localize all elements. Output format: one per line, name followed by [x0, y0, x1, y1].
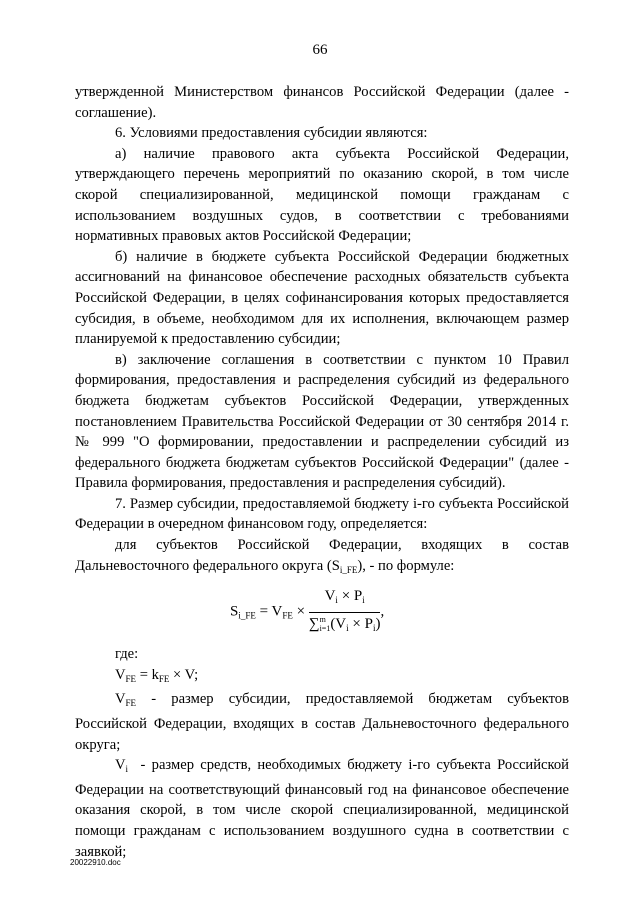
vfe-definition-text: - размер субсидии, предоставляемой бюджетам субъектов Российской Федерации, входящих в состав Дальневосточного федерального округа; [75, 691, 569, 753]
formula-vfe [75, 665, 569, 690]
paragraph-item-v: в) заключение соглашения в соответствии с пунктом 10 Правил формирования, предоставления и распределения субсидий из федерального бюджета бюджетам субъектов Российской Федерации, утвержденных постановлением Правительства Российской Федерации от 30 сентября 2014 г. № 999 "О формировании, предоставлении и распределении субсидий из федерального бюджета бюджетам субъектов Российской Федерации" (далее - Правила формирования, предоставления и распределения субсидий). [75, 351, 569, 492]
formula-trail: , [380, 603, 385, 620]
formula-lhs-sub: i_FE [238, 610, 256, 621]
sum-limits [320, 615, 331, 633]
paragraph-item-6: 6. Условиями предоставления субсидии являются: [115, 125, 428, 142]
num-v-sub: i [335, 595, 338, 606]
den-v-sub: i [346, 622, 349, 633]
far-east-text-a: для субъектов Российской Федерации, входящих в состав Дальневосточного федерального округа (S [75, 537, 569, 574]
far-east-text-b: ), - по формуле: [357, 557, 455, 574]
formula-fraction [309, 586, 381, 638]
document-body [75, 82, 569, 862]
vi-term-sub: i [125, 764, 129, 775]
far-east-subscript: i_FE [339, 564, 358, 575]
sum-top: m [319, 614, 326, 624]
paragraph-vi-definition [75, 755, 569, 862]
den-open: (V [330, 615, 347, 632]
file-name-footer: 20022910.doc [70, 858, 121, 867]
vfe-term-sub: FE [125, 698, 137, 709]
num-v: V [324, 588, 336, 605]
fraction-numerator [309, 586, 381, 613]
formula-eq: = V [255, 603, 283, 620]
paragraph-item-b: б) наличие в бюджете субъекта Российской Федерации бюджетных ассигнований на финансовое обеспечение расходных обязательств субъекта Российской Федерации, в целях софинансирования которых предоставляется субсидия, в объеме, необходимом для их исполнения, включающем размер планируемой к предоставлению субсидии; [75, 248, 569, 348]
paragraph-continuation: утвержденной Министерством финансов Российской Федерации (далее - соглашение). [75, 84, 569, 121]
page-number: 66 [312, 42, 328, 58]
paragraph-vfe-definition [75, 689, 569, 755]
vfe-term: V [115, 691, 126, 708]
vfe-rest: × V; [169, 666, 199, 683]
vfe-k-sub: FE [158, 673, 170, 684]
formula-eq-sub: FE [282, 610, 293, 621]
vi-definition-text: - размер средств, необходимых бюджету i-го субъекта Российской Федерации на соответствующий финансовый год на финансовое обеспечение оказания скорой, в том числе скорой специализированной, медицинской помощи гражданам с использованием воздушного судна в соответствии с заявкой; [75, 757, 569, 860]
den-close: ) [375, 615, 381, 632]
paragraph-far-east [75, 535, 569, 580]
formula-main-expression [230, 586, 384, 638]
paragraph-item-a: а) наличие правового акта субъекта Российской Федерации, утверждающего перечень мероприятий по оказанию скорой, в том числе скорой специализированной, медицинской помощи гражданам с использованием воздушных судов, в соответствии с требованиями нормативных правовых актов Российской Федерации; [75, 145, 569, 245]
fraction-denominator [309, 613, 381, 639]
formula-times: × [292, 603, 309, 620]
vi-term: V [115, 757, 126, 774]
num-times: × P [337, 588, 363, 605]
paragraph-item-7: 7. Размер субсидии, предоставляемой бюджету i-го субъекта Российской Федерации в очередном финансовом году, определяется: [75, 495, 569, 533]
formula-lhs: S [230, 603, 239, 620]
vfe-v: V [115, 666, 126, 683]
den-p-sub: i [372, 622, 376, 633]
sum-symbol: ∑ [308, 615, 320, 632]
den-times: × P [348, 615, 373, 632]
vfe-eq: = k [136, 666, 159, 683]
formula-main [75, 580, 569, 644]
vfe-v-sub: FE [125, 673, 137, 684]
where-label: где: [115, 646, 139, 663]
sum-bottom: i=1 [319, 623, 331, 633]
num-p-sub: i [362, 595, 365, 606]
